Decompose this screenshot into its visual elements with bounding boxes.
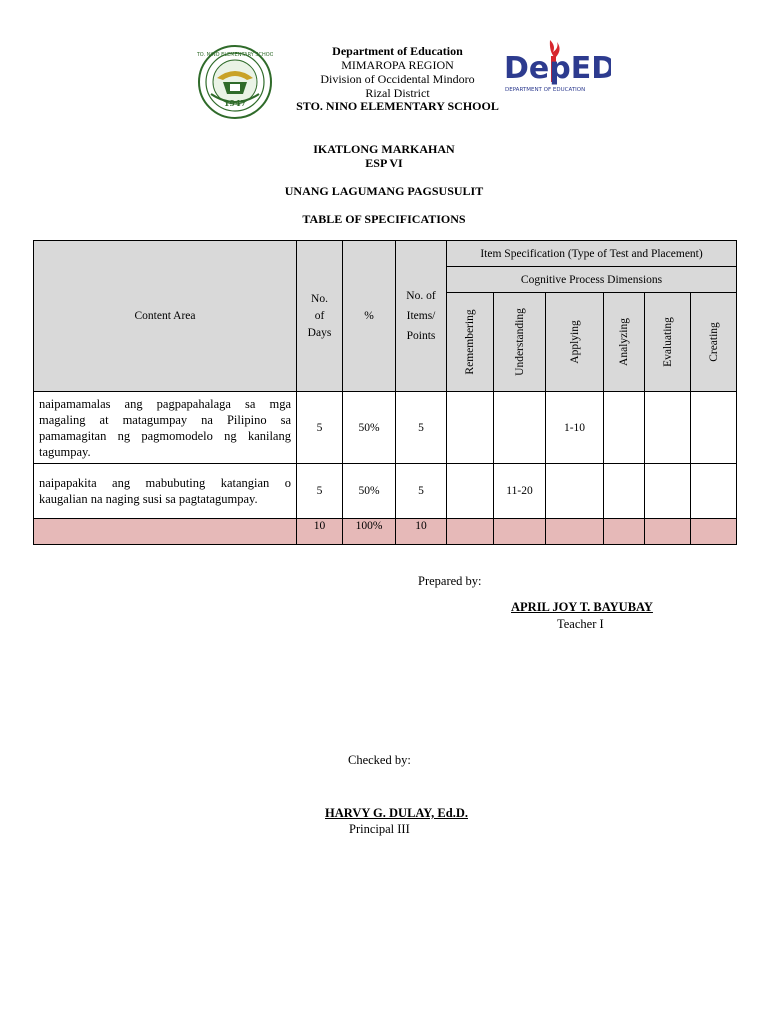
header-content-area: Content Area [34,241,297,392]
header-no-of-items: No. of Items/ Points [396,241,447,392]
header-dim-analyzing: Analyzing [604,293,645,392]
header-district: Rizal District [365,86,430,100]
total-percent-cell: 100% [343,519,396,545]
header-no-of-days: No. of Days [297,241,343,392]
creating-cell [691,392,737,464]
percent-cell: 50% [343,464,396,519]
evaluating-cell [645,464,691,519]
header-item-specification: Item Specification (Type of Test and Placement) [447,241,737,267]
percent-cell: 50% [343,392,396,464]
table-row [34,464,737,519]
header-region: MIMAROPA REGION [341,58,454,72]
seal-year: 1947 [223,98,247,108]
header-dim-remembering: Remembering [447,293,494,392]
header-cognitive-dimensions: Cognitive Process Dimensions [447,267,737,293]
days-cell: 5 [297,464,343,519]
applying-cell: 1-10 [546,392,604,464]
items-cell: 5 [396,464,447,519]
header-dim-understanding: Understanding [494,293,546,392]
tos-table [33,240,737,545]
creating-cell [691,464,737,519]
checked-by-title: Principal III [349,822,410,836]
total-dim-cell [494,519,546,545]
header-percent: % [343,241,396,392]
header-dim-applying: Applying [546,293,604,392]
total-dim-cell [604,519,645,545]
evaluating-cell [645,392,691,464]
days-cell: 5 [297,392,343,464]
understanding-cell [494,392,546,464]
total-dim-cell [546,519,604,545]
checked-by-label: Checked by: [348,753,411,767]
total-content-cell [34,519,297,545]
analyzing-cell [604,464,645,519]
checked-by-name: HARVY G. DULAY, Ed.D. [325,806,468,820]
header-school: STO. NINO ELEMENTARY SCHOOL [296,99,499,113]
prepared-by-title: Teacher I [557,617,604,631]
header-department: Department of Education [332,44,463,58]
total-dim-cell [691,519,737,545]
deped-logo-subtext: DEPARTMENT OF EDUCATION [505,87,586,93]
prepared-by-label: Prepared by: [418,574,482,588]
total-dim-cell [645,519,691,545]
analyzing-cell [604,392,645,464]
content-area-cell: naipapakita ang mabubuting katangian o kaugalian na naging susi sa pagtatagumpay. [34,464,297,519]
seal-ring-text: STO. NINO ELEMENTARY SCHOOL [197,52,273,58]
header-dim-creating: Creating [691,293,737,392]
total-dim-cell [447,519,494,545]
quarter-title: IKATLONG MARKAHAN [313,142,455,156]
table-row [34,392,737,464]
total-days-cell: 10 [297,519,343,545]
total-items-cell: 10 [396,519,447,545]
remembering-cell [447,464,494,519]
prepared-by-name: APRIL JOY T. BAYUBAY [511,600,653,614]
deped-logo-text: DepED [504,51,611,86]
header-division: Division of Occidental Mindoro [320,72,475,86]
tos-title: TABLE OF SPECIFICATIONS [302,212,466,226]
subject-title: ESP VI [365,156,403,170]
understanding-cell: 11-20 [494,464,546,519]
applying-cell [546,464,604,519]
content-area-cell: naipamamalas ang pagpapahalaga sa mga magaling at matagumpay na Pilipino sa pamamagitan ng pagmomodelo ng kanilang tagumpay. [34,392,297,464]
remembering-cell [447,392,494,464]
items-cell: 5 [396,392,447,464]
total-row [34,519,737,545]
test-title: UNANG LAGUMANG PAGSUSULIT [284,184,484,198]
header-dim-evaluating: Evaluating [645,293,691,392]
